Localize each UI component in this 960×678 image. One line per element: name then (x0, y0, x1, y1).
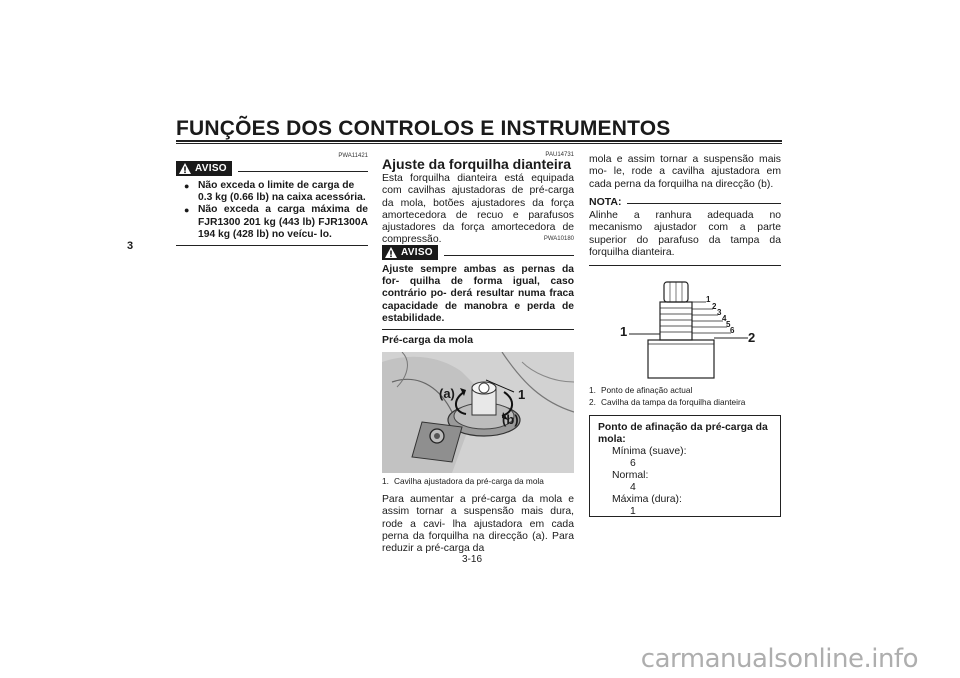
fork-adjuster-illustration (382, 352, 574, 473)
page-number: 3-16 (462, 554, 483, 565)
warning-item-text: Não exceda a carga máxima de FJR1300 201 kg (443 lb) FJR1300A 194 kg (428 lb) no veícu- lo. (198, 204, 368, 240)
preload-paragraph: Para aumentar a pré-carga da mola e assim tornar a suspensão mais dura, rode a cavi- lha ajustadora em cada perna da forquilha na direcção (a). Para reduzir a pré-carga da (382, 494, 574, 555)
caption-number: 2. (589, 397, 596, 407)
note-header (589, 196, 781, 208)
subheading-spring-preload: Pré-carga da mola (382, 334, 474, 346)
photo-caption (382, 475, 574, 487)
note-label: NOTA: (589, 196, 622, 208)
direction-b-label: (b) (502, 412, 519, 427)
spring-preload-photo (382, 352, 574, 473)
spec-min-value: 6 (630, 458, 636, 469)
fork-cap-diagram (598, 268, 776, 380)
page-title: FUNÇÕES DOS CONTROLOS E INSTRUMENTOS (176, 117, 671, 140)
warning-item (176, 180, 368, 204)
caption-text: Cavilha ajustadora da pré-carga da mola (394, 476, 544, 486)
diagram-callout-1: 1 (620, 324, 628, 339)
diagram-captions (589, 384, 781, 408)
warning-text: Ajuste sempre ambas as pernas da for- quilha de forma igual, caso contrário po- derá resultar numa fraca capacidade de manobra e perda de estabilidade. (382, 264, 574, 324)
warning-header-rule (238, 171, 368, 172)
warning-header (382, 245, 574, 260)
warning-badge (176, 161, 232, 176)
note-block (589, 196, 781, 266)
note-footer-rule (589, 265, 781, 266)
spec-title: Ponto de afinação da pré-carga da mola: (598, 422, 768, 445)
section-code: PAU14731 (545, 152, 574, 158)
scale-mark-5: 5 (726, 320, 731, 329)
caption-number: 1. (589, 385, 596, 395)
warning-code: PWA11421 (338, 153, 368, 159)
chapter-number: 3 (127, 240, 134, 252)
warning-footer-rule (176, 245, 368, 246)
warning-item-text: Não exceda o limite de carga de 0.3 kg (0.66 lb) na caixa acessória. (198, 180, 366, 204)
continued-paragraph: mola e assim tornar a suspensão mais mo- le, rode a cavilha ajustadora em cada perna da forquilha na direcção (b). (589, 154, 781, 190)
scale-mark-6: 6 (730, 326, 735, 335)
spec-min-label: Mínima (suave): (612, 446, 687, 457)
warning-block-middle (382, 245, 574, 330)
callout-1-label: 1 (518, 387, 526, 402)
warning-triangle-icon (384, 246, 398, 259)
watermark: carmanualsonline.info (640, 644, 918, 674)
warning-header-rule (444, 255, 574, 256)
caption-text: Ponto de afinação actual (601, 385, 693, 395)
caption-row (589, 384, 781, 396)
warning-code: PWA10180 (543, 236, 574, 242)
warning-label: AVISO (401, 247, 433, 258)
caption-row (589, 396, 781, 408)
spec-normal-value: 4 (630, 482, 636, 493)
caption-number: 1. (382, 476, 389, 486)
scale-mark-4: 4 (722, 314, 727, 323)
caption-text: Cavilha da tampa da forquilha dianteira (601, 397, 746, 407)
spec-box (589, 415, 781, 517)
warning-badge (382, 245, 438, 260)
bullet-icon: ● (184, 181, 190, 191)
note-header-rule (627, 203, 781, 204)
intro-paragraph: Esta forquilha dianteira está equipada com cavilhas ajustadoras de pré-carga da mola, botões ajustadores da força amortecedora de recuo e parafusos ajustadores da força amortecedora de compressão. (382, 173, 574, 246)
bullet-icon: ● (184, 205, 190, 216)
section-heading: Ajuste da forquilha dianteira (382, 156, 572, 172)
note-text: Alinhe a ranhura adequada no mecanismo ajustador com a parte superior do parafuso da tampa da forquilha dianteira. (589, 210, 781, 258)
warning-block-left (176, 161, 368, 246)
title-rule (176, 140, 782, 142)
spec-normal-label: Normal: (612, 470, 649, 481)
scale-mark-1: 1 (706, 295, 711, 304)
scale-mark-2: 2 (712, 302, 717, 311)
direction-a-label: (a) (439, 386, 455, 401)
warning-triangle-icon (178, 162, 192, 175)
diagram-callout-2: 2 (748, 330, 756, 345)
warning-item (176, 204, 368, 241)
warning-label: AVISO (195, 163, 227, 174)
warning-header (176, 161, 368, 176)
spec-max-label: Máxima (dura): (612, 494, 682, 505)
scale-mark-3: 3 (717, 308, 722, 317)
spec-max-value: 1 (630, 506, 636, 517)
warning-footer-rule (382, 329, 574, 330)
title-rule-thin (176, 143, 782, 144)
